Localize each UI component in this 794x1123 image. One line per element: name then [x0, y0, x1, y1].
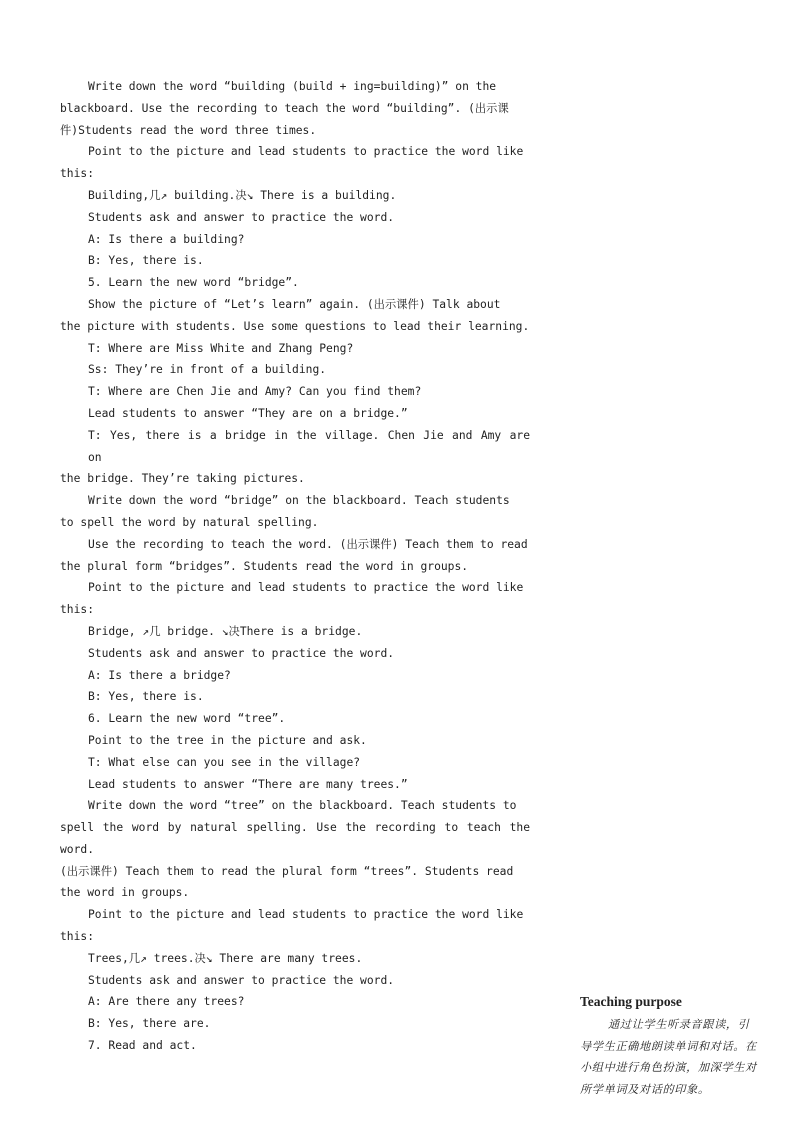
text-line: 7. Read and act.: [88, 1039, 197, 1053]
text-line: Point to the picture and lead students to practice the word like: [88, 581, 524, 595]
text-line: this:: [60, 167, 95, 181]
text-line: Point to the tree in the picture and ask.: [88, 733, 367, 747]
teaching-purpose-title: Teaching purpose: [580, 994, 682, 1009]
text-line: Use the recording to teach the word. (出示课件) Teach them to read: [88, 537, 528, 551]
text-line: T: What else can you see in the village?: [88, 755, 361, 769]
text-line: B: Yes, there is.: [88, 254, 204, 268]
text-line: A: Is there a bridge?: [88, 668, 231, 682]
teaching-purpose-text: 通过让学生听录音跟读，引导学生正确地朗读单词和对话。在小组中进行角色扮演，加深学生对所学单词及对话的印象。: [580, 1018, 757, 1096]
text-line: Point to the picture and lead students to practice the word like: [88, 145, 524, 159]
text-line: this:: [60, 930, 95, 944]
text-line: spell the word by natural spelling. Use the recording to teach the word.: [60, 821, 530, 856]
text-line: Show the picture of “Let’s learn” again. (出示课件) Talk about: [88, 297, 501, 311]
text-line: to spell the word by natural spelling.: [60, 515, 319, 529]
text-line: Lead students to answer “They are on a bridge.”: [88, 406, 408, 420]
text-line: Students ask and answer to practice the word.: [88, 973, 395, 987]
text-line: Lead students to answer “There are many trees.”: [88, 777, 408, 791]
text-line: Trees,几↗ trees.决↘ There are many trees.: [88, 951, 363, 965]
text-line: B: Yes, there are.: [88, 1017, 211, 1031]
text-line: Bridge, ↗几 bridge. ↘决There is a bridge.: [88, 624, 363, 638]
text-line: Write down the word “tree” on the blackboard. Teach students to: [88, 799, 517, 813]
text-line: blackboard. Use the recording to teach the word “building”. (出示课: [60, 101, 509, 115]
lesson-body: [60, 76, 530, 1057]
text-line: Building,几↗ building.决↘ There is a building.: [88, 188, 397, 202]
text-line: T: Where are Chen Jie and Amy? Can you find them?: [88, 385, 422, 399]
text-line: 5. Learn the new word “bridge”.: [88, 276, 299, 290]
teaching-purpose-note: [580, 994, 760, 1100]
text-line: A: Are there any trees?: [88, 995, 245, 1009]
text-line: Students ask and answer to practice the word.: [88, 646, 395, 660]
text-line: this:: [60, 603, 95, 617]
text-line: the plural form “bridges”. Students read the word in groups.: [60, 559, 469, 573]
text-line: T: Yes, there is a bridge in the village. Chen Jie and Amy are on: [88, 428, 530, 464]
text-line: the bridge. They’re taking pictures.: [60, 472, 305, 486]
text-line: (出示课件) Teach them to read the plural form “trees”. Students read: [60, 864, 514, 878]
text-line: the word in groups.: [60, 886, 190, 900]
text-line: Point to the picture and lead students to practice the word like: [88, 908, 524, 922]
text-line: the picture with students. Use some questions to lead their learning.: [60, 319, 530, 333]
text-line: A: Is there a building?: [88, 232, 245, 246]
text-line: 件)Students read the word three times.: [60, 123, 317, 137]
text-line: Students ask and answer to practice the word.: [88, 210, 395, 224]
text-line: B: Yes, there is.: [88, 690, 204, 704]
text-line: Write down the word “bridge” on the blackboard. Teach students: [88, 494, 510, 508]
text-line: 6. Learn the new word “tree”.: [88, 712, 286, 726]
text-line: T: Where are Miss White and Zhang Peng?: [88, 341, 354, 355]
text-line: Write down the word “building (build + ing=building)” on the: [88, 80, 497, 93]
text-line: Ss: They’re in front of a building.: [88, 363, 327, 377]
